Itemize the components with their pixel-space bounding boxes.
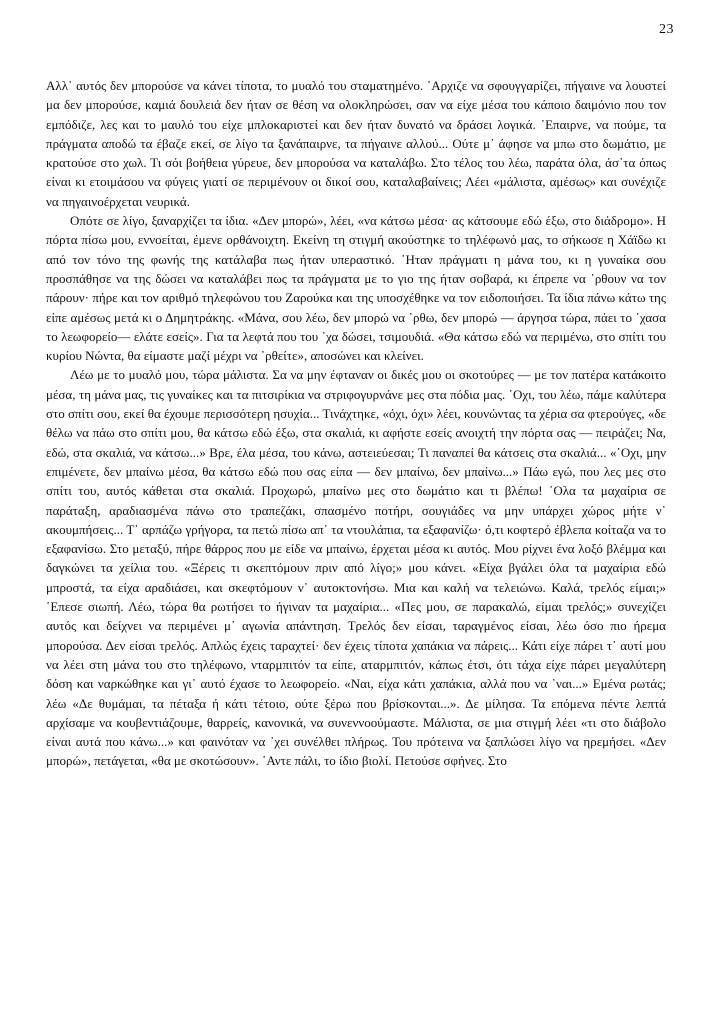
paragraph-1: Αλλ᾽ αυτός δεν μπορούσε να κάνει τίποτα, το μυαλό του σταματημένο. ῾Αρχιζε να σφουγγαρίζει, πήγαινε να λουστεί μα δεν μπορούσε, καμιά δουλειά δεν ήταν σε θέση να ολοκληρώσει, σαν να είχε μέσα του κάποιο δαιμόνιο που τον εμπόδιζε, λες και το μαυλό του είχε μπλοκαριστεί και δεν ήταν δυνατό να δράσει λογικά. ῾Επαιρνε, να πούμε, τα πράγματα αποδώ τα έβαζε εκεί, σε λίγο τα ξανάπαιρνε, τα πήγαινε αλλού... Ούτε μ᾽ άφησε να μπω στο δωμάτιο, με κρατούσε στο χωλ. Τι σόι βοήθεια γύρευε, δεν μπορούσα να καταλάβω. Στο τέλος του λέω, παράτα όλα, άσ᾽τα όπως είναι κι ετοιμάσου να φύγεις γιατί σε περιμένουν οι δικοί σου, καταλαβαίνεις; Λέει «μάλιστα, αμέσως» και συνέχιζε να πηγαινοέρχεται νευρικά. bbox=[46, 78, 666, 209]
body-text bbox=[46, 76, 666, 771]
paragraph-3: Λέω με το μυαλό μου, τώρα μάλιστα. Σα να μην έφταναν οι δικές μου οι σκοτούρες — με τον πατέρα κατάκοιτο μέσα, τη μάνα μας, τις γυναίκες και τα πιτσιρίκια να στριφογυρνάνε μες στα πόδια μας. ῾Οχι, του λέω, πάμε καλύτερα στο σπίτι σου, εκεί θα έχουμε περισσότερη ησυχία... Τινάχτηκε, «όχι, όχι» λέει, κουνώντας τα χέρια σα φτερούγες, «δε θέλω να πάω στο σπίτι μου, θα κάτσω εδώ έξω, στα σκαλιά, κι αφήστε εσείς ανοιχτή την πόρτα σας — πειράζει; Να, εδώ, στα σκαλιά, να κάτσω...» Βρε, έλα μέσα, του κάνω, αστειεύεσαι; Τι παναπεί θα κάτσεις στα σκαλιά... «῾Οχι, μην επιμένετε, δεν μπαίνω μέσα, θα κάτσω εδώ που σας είπα — δεν μπαίνω, δεν μπαίνω...» Πάω εγώ, που λες μες στο σπίτι του, αυτός κάθεται στα σκαλιά. Προχωρώ, μπαίνω μες στο δωμάτιο και τι βλέπω! ῾Ολα τα μαχαίρια σε παράταξη, αραδιασμένα πάνω στο τραπεζάκι, σπασμένο ποτήρι, σουγιάδες να μην υπάρχει χώρος μήτε ν᾽ ακουμπήσεις... Τ᾽ αρπάζω γρήγορα, τα πετώ πίσω απ᾽ τα ντουλάπια, τα εξαφανίζω· ό,τι κοφτερό έβλεπα κοίταζα να το εξαφανίσω. Στο μεταξύ, πήρε θάρρος που με είδε να μπαίνω, έρχεται μέσα κι αυτός. Μου ρίχνει ένα λοξό βλέμμα και δαγκώνει τα χείλια του. «Ξέρεις τι σκεπτόμουν πριν από λίγο;» μου κάνει. «Είχα βγάλει όλα τα μαχαίρια εδώ μπροστά, τα είχα αραδιάσει, και σκεφτόμουν ν᾽ αυτοκτονήσω. Μια και καλή να τελειώνω. Καλά, τρελός είμαι;» ῾Επεσε σιωπή. Λέω, τώρα θα ρωτήσει το ήγιναν τα μαχαίρια... «Πες μου, σε παρακαλώ, είμαι τρελός;» συνεχίζει αυτός και δείχνει να περιμένει μ᾽ αγωνία απάντηση. Τρελός δεν είσαι, ταραγμένος είσαι, λέω όσο πιο ήρεμα μπορούσα. Δεν είσαι τρελός. Απλώς έχεις ταραχτεί· δεν έχεις τίποτα χαπάκια να πάρεις... Κάτι είχε πάρει τ᾽ αυτί μου να λέει στη μάνα του στο τηλέφωνο, νταρμπιτόν τα είπε, αταρμπιτόν, κάπως έτσι, ότι τάχα είχε πάρει μεγαλύτερη δόση και ναρκώθηκε και γι᾽ αυτό έχασε το λεωφορείο. «Ναι, είχα κάτι χαπάκια, αλλά που να ᾽ναι...» Εμένα ρωτάς; λέω «Δε θυμάμαι, τα πέταξα ή κάτι τέτοιο, ούτε ξέρω που βρίσκονται...». Δε μίλησα. Τα επόμενα πέντε λεπτά αρχίσαμε να κουβεντιάζουμε, θαρρείς, κανονικά, να συνεννοούμαστε. Μάλιστα, σε μια στιγμή λέει «τι στο διάβολο είναι αυτά που κάνω...» και φαινόταν να ᾽χει συνέλθει πλήρως. Του πρότεινα να ξαπλώσει λίγο να ηρεμήσει. «Δεν μπορώ», πετάγεται, «θα με σκοτώσουν». ῾Αντε πάλι, το ίδιο βιολί. Πετούσε σφήνες. Στο bbox=[46, 367, 666, 769]
paragraph-2: Οπότε σε λίγο, ξαναρχίζει τα ίδια. «Δεν μπορώ», λέει, «να κάτσω μέσα· ας κάτσουμε εδώ έξω, στο διάδρομο». Η πόρτα πίσω μου, εννοείται, έμενε ορθάνοιχτη. Εκείνη τη στιγμή ακούστηκε το τηλέφωνό μας, το σήκωσε η Χάϊδω κι από τον τόνο της φωνής της κατάλαβα πως ήταν υπεραστικό. ῾Ηταν πράγματι η μάνα του, κι η γυναίκα σου προσπάθησε να της δώσει να καταλάβει πως τα πράγματα με το γιο της ήταν σοβαρά, κι έπρεπε να ᾽ρθουν να τον πάρουν· πήρε και τον αριθμό τηλεφώνου του Ζαρούκα και της υποσχέθηκε να τον ειδοποιήσει. Τα ίδια πάνω κάτω της είπε αμέσως μετά κι ο Δημητράκης. «Μάνα, σου λέω, δεν μπορώ να ᾽ρθω, δεν μπορώ — άργησα τώρα, πάει το ᾽χασα το λεωφορείο— ελάτε εσείς». Για τα λεφτά που του ᾽χα δώσει, τσιμουδιά. «Θα κάτσω εδώ να περιμένω, στο σπίτι του κυρίου Νώντα, θα είμαστε μαζί μέχρι να ᾽ρθείτε», αποσώνει και κλείνει. bbox=[46, 213, 666, 364]
page-number: 23 bbox=[659, 22, 674, 37]
